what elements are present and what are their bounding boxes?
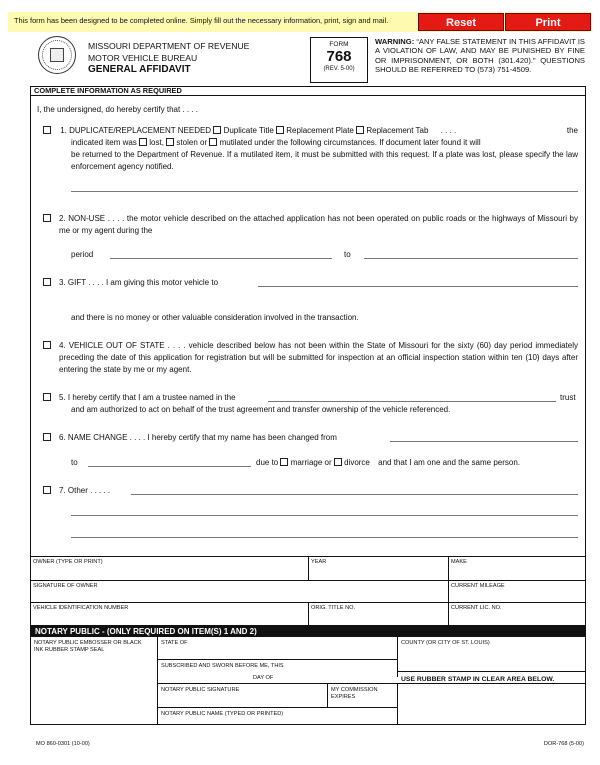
replacement-tab-checkbox[interactable] xyxy=(356,126,364,134)
owner-field[interactable]: OWNER (TYPE OR PRINT) xyxy=(30,556,308,580)
stolen-checkbox[interactable] xyxy=(166,138,174,146)
mutilated-checkbox[interactable] xyxy=(209,138,217,146)
replacement-plate-checkbox[interactable] xyxy=(276,126,284,134)
item-7-checkbox-wrap xyxy=(43,485,51,497)
new-name-to-label: to xyxy=(71,458,78,467)
notary-section xyxy=(30,637,586,725)
item-6-checkbox-wrap xyxy=(43,432,51,444)
day-of-field[interactable]: DAY OF xyxy=(253,675,274,681)
other-line-1[interactable] xyxy=(131,494,578,495)
print-button[interactable]: Print xyxy=(505,13,591,31)
mileage-field[interactable]: CURRENT MILEAGE xyxy=(448,580,586,602)
item-2-checkbox[interactable] xyxy=(43,214,51,222)
notary-rule xyxy=(157,683,586,684)
item-6-checkbox[interactable] xyxy=(43,433,51,441)
notary-rule xyxy=(397,671,586,672)
notary-rule xyxy=(157,659,397,660)
other-line-2[interactable] xyxy=(71,515,578,516)
title-number-field[interactable]: ORIG. TITLE NO. xyxy=(308,602,448,626)
item-5-text: 5. I hereby certify that I am a trustee named in the xyxy=(59,393,236,402)
item-1-the: the xyxy=(566,126,578,135)
form-number-box xyxy=(310,37,368,83)
reset-button[interactable]: Reset xyxy=(418,13,504,31)
former-name-line[interactable] xyxy=(390,441,578,442)
form-number: 768 xyxy=(326,48,352,65)
item-3-checkbox[interactable] xyxy=(43,278,51,286)
notary-signature-field[interactable]: NOTARY PUBLIC SIGNATURE xyxy=(161,687,240,693)
replacement-tab-label: Replacement Tab xyxy=(366,126,429,135)
bureau-name: MOTOR VEHICLE BUREAU xyxy=(88,52,198,63)
item-2-text: 2. NON-USE . . . . the motor vehicle described on the attached application has not been operated on public roads or the highways of Missouri by me or my agent during the xyxy=(59,214,578,235)
item-4-text: 4. VEHICLE OUT OF STATE . . . . vehicle described below has not been within the State of Missouri for the sixty (60) day period immediately preceding the date of this application for registration but will be submitted for inspection at an official inspection station within ten (10) days after entering the state by me or my agent. xyxy=(59,341,578,374)
trust-label: trust xyxy=(560,393,576,402)
missouri-seal-icon xyxy=(38,36,76,74)
form-header xyxy=(30,33,586,85)
item-1-line1 xyxy=(43,125,578,137)
period-to-label: to xyxy=(344,250,351,259)
period-to-line[interactable] xyxy=(364,258,578,259)
notary-divider xyxy=(327,683,328,707)
new-name-line[interactable] xyxy=(88,466,251,467)
county-field[interactable]: COUNTY (OR CITY OF ST. LOUIS) xyxy=(401,640,490,646)
notary-rule xyxy=(157,707,397,708)
warning-body: “ANY FALSE STATEMENT IN THIS AFFIDAVIT IS A VIOLATION OF LAW, AND MAY BE PUNISHED BY FINE OR IMPRISONMENT, OR BOTH (301.420).” QUESTIONS SHOULD BE REFERRED TO (573) 751-4509. xyxy=(375,37,585,75)
owner-signature-field[interactable]: SIGNATURE OF OWNER xyxy=(30,580,448,602)
item-3-text2: and there is no money or other valuable consideration involved in the transaction. xyxy=(71,313,359,322)
make-field[interactable]: MAKE xyxy=(448,556,586,580)
sworn-label: SUBSCRIBED AND SWORN BEFORE ME, THIS xyxy=(161,663,284,669)
gift-recipient-line[interactable] xyxy=(258,286,578,287)
period-from-line[interactable] xyxy=(110,258,332,259)
item-5-text2: and am authorized to act on behalf of the trust agreement and transfer ownership of the vehicle referenced. xyxy=(71,405,451,414)
mutilated-text: mutilated under the following circumstances. If document later found it will xyxy=(219,138,481,147)
field-divider xyxy=(308,556,309,580)
item-6-end-text: and that I am one and the same person. xyxy=(378,458,520,467)
field-divider xyxy=(448,556,449,626)
license-number-field[interactable]: CURRENT LIC. NO. xyxy=(448,602,586,626)
warning-lead: WARNING: xyxy=(375,37,415,46)
divorce-label: divorce xyxy=(344,458,370,467)
stolen-label: stolen or xyxy=(176,138,208,147)
notary-divider xyxy=(157,637,158,725)
marriage-label: marriage or xyxy=(290,458,332,467)
department-name: MISSOURI DEPARTMENT OF REVENUE xyxy=(88,41,250,51)
other-line-3[interactable] xyxy=(71,537,578,538)
item-1-body: be returned to the Department of Revenue. If a mutilated item, it must be submitted with this request. If a plate was lost, please specify the law enforcement agency notified. xyxy=(71,150,578,171)
duplicate-title-label: Duplicate Title xyxy=(223,126,274,135)
item-1-answer-line[interactable] xyxy=(71,191,578,192)
footer-form-code: MO 860-0301 (10-00) xyxy=(36,741,90,747)
item-1-line2 xyxy=(71,137,578,149)
lost-checkbox[interactable] xyxy=(139,138,147,146)
item-5-checkbox[interactable] xyxy=(43,393,51,401)
replacement-plate-label: Replacement Plate xyxy=(286,126,354,135)
vin-field[interactable]: VEHICLE IDENTIFICATION NUMBER xyxy=(30,602,308,626)
field-divider xyxy=(308,602,309,626)
indicated-text: indicated item was xyxy=(71,138,137,147)
lost-label: lost, xyxy=(149,138,164,147)
notary-name-field[interactable]: NOTARY PUBLIC NAME (TYPED OR PRINTED) xyxy=(161,711,284,717)
item-4-checkbox-wrap xyxy=(43,340,51,352)
item-3-checkbox-wrap xyxy=(43,277,51,289)
item-1-checkbox[interactable] xyxy=(43,126,51,134)
instruction-text: This form has been designed to be completed online. Simply fill out the necessary information, print, sign and mail. xyxy=(14,16,389,25)
item-6-text: 6. NAME CHANGE . . . . I hereby certify that my name has been changed from xyxy=(59,433,337,442)
item-1-dots: . . . . xyxy=(440,126,457,135)
year-field[interactable]: YEAR xyxy=(308,556,448,580)
item-2-checkbox-wrap xyxy=(43,213,51,225)
notary-divider xyxy=(397,683,398,725)
item-3-text: 3. GIFT . . . . I am giving this motor vehicle to xyxy=(59,278,219,287)
divorce-checkbox[interactable] xyxy=(334,458,342,466)
item-7-checkbox[interactable] xyxy=(43,486,51,494)
item-6-due-row xyxy=(256,457,520,469)
item-5-checkbox-wrap xyxy=(43,392,51,404)
rubber-stamp-instruction: USE RUBBER STAMP IN CLEAR AREA BELOW. xyxy=(401,676,555,683)
notary-header: NOTARY PUBLIC - (ONLY REQUIRED ON ITEM(S) 1 AND 2) xyxy=(30,626,586,637)
instruction-bar xyxy=(8,12,592,32)
trust-name-line[interactable] xyxy=(268,401,556,402)
state-of-field[interactable]: STATE OF xyxy=(161,640,188,646)
marriage-checkbox[interactable] xyxy=(280,458,288,466)
duplicate-title-checkbox[interactable] xyxy=(213,126,221,134)
item-4-checkbox[interactable] xyxy=(43,341,51,349)
period-label: period xyxy=(71,250,94,259)
department-block xyxy=(88,41,249,76)
item-1-label: 1. DUPLICATE/REPLACEMENT NEEDED xyxy=(60,126,212,135)
form-revision: (REV. 5-00) xyxy=(323,66,355,72)
section-title: COMPLETE INFORMATION AS REQUIRED xyxy=(30,86,586,96)
intro-text: I, the undersigned, do hereby certify that . . . . xyxy=(37,105,198,114)
due-to-label: due to xyxy=(256,458,279,467)
form-label: FORM xyxy=(329,41,349,48)
item-7-text: 7. Other . . . . . xyxy=(59,486,111,495)
form-title: GENERAL AFFIDAVIT xyxy=(88,64,191,75)
footer-form-id: DOR-768 (5-00) xyxy=(543,741,584,747)
commission-expires-field[interactable]: MY COMMISSION EXPIRES xyxy=(331,687,378,700)
embosser-label: NOTARY PUBLIC EMBOSSER OR BLACK INK RUBBER STAMP SEAL xyxy=(34,640,142,653)
warning-text xyxy=(375,37,585,75)
